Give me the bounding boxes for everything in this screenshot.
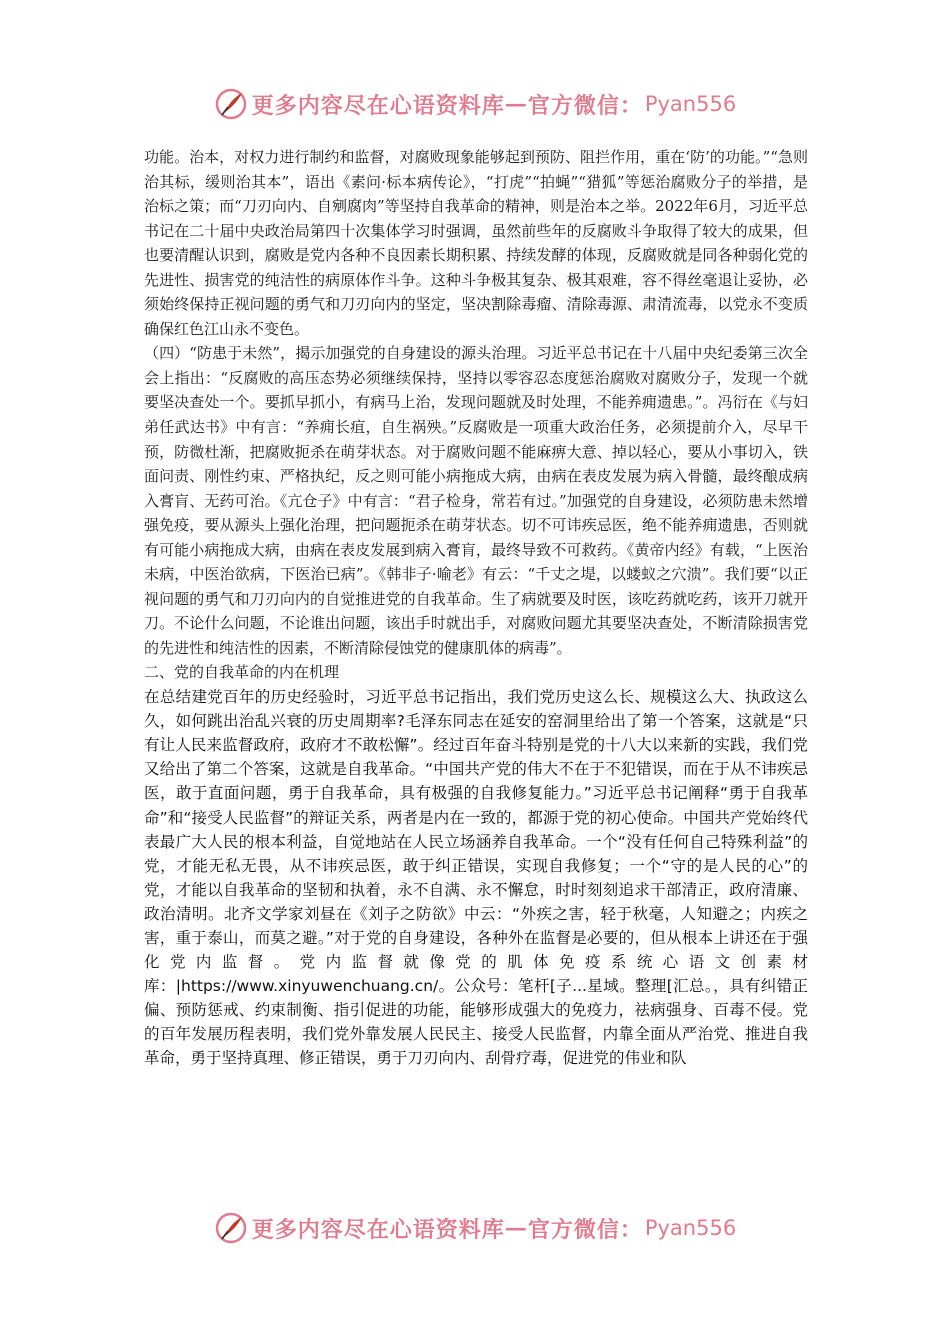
- banner-suffix: 官方微信：: [527, 92, 643, 119]
- section-heading: 二、党的自我革命的内在机理: [144, 663, 340, 682]
- footer-banner-dash: —: [504, 1215, 528, 1241]
- footer-banner-title: 更多内容尽在心语资料库: [251, 1216, 505, 1243]
- paragraph-2: （四）“防患于未然”，揭示加强党的自身建设的源头治理。习近平总书记在十八届中央纪委第三次全会上指出：“反腐败的高压态势必须继续保持，坚持以零容忍态度惩治腐败对腐败分子，发现一个就要坚决查处一个。要抓早抓小，有病马上治，发现问题就及时处理，不能养痈遗患。”。冯衍在《与妇弟任武达书》中有言：“养痈长疽，自生祸殃。”反腐败是一项重大政治任务，必须提前介入，尽早干预，防微杜渐，把腐败扼杀在萌芽状态。对于腐败问题不能麻痹大意、掉以轻心，要从小事切入，铁面问责、刚性约束、严格执纪，反之则可能小病拖成大病，由病在表皮发展为病入骨髓，最终酿成病入膏肓、无药可治。《亢仓子》中有言：“君子检身，常若有过。”加强党的自身建设，必须防患未然增强免疫，要从源头上强化治理，把问题扼杀在萌芽状态。切不可讳疾忌医，绝不能养痈遗患，否则就有可能小病拖成大病，由病在表皮发展到病入膏肓，最终导致不可救药。《黄帝内经》有载，“上医治未病，中医治欲病，下医治已病”。《韩非子·喻老》有云：“千丈之堤，以蝼蚁之穴溃”。我们要“以正视问题的勇气和刀刃向内的自觉推进党的自我革命。生了病就要及时医，该吃药就吃药，该开刀就开刀。不论什么问题，不论谁出问题，该出手时就出手，对腐败问题尤其要坚决查处，不断清除损害党的先进性和纯洁性的因素，不断清除侵蚀党的健康肌体的病毒”。: [144, 344, 808, 657]
- banner-wechat-id: Pyan556: [644, 92, 737, 116]
- header-banner: [0, 84, 950, 124]
- banner-title: 更多内容尽在心语资料库: [251, 92, 505, 119]
- quill-logo-icon: [214, 87, 248, 121]
- paragraph-3: 在总结建党百年的历史经验时，习近平总书记指出，我们党历史这么长、规模这么大、执政这么久，如何跳出治乱兴衰的历史周期率?毛泽东同志在延安的窑洞里给出了第一个答案，这就是“只有让人民来监督政府，政府才不敢松懈”。经过百年奋斗特别是党的十八大以来新的实践，我们党又给出了第二个答案，这就是自我革命。“中国共产党的伟大不在于不犯错误，而在于从不讳疾忌医，敢于直面问题，勇于自我革命，具有极强的自我修复能力。”习近平总书记阐释“勇于自我革命”和“接受人民监督”的辩证关系，两者是内在一致的，都源于党的初心使命。中国共产党始终代表最广大人民的根本利益，自觉地站在人民立场涵养自我革命。一个“没有任何自己特殊利益”的党，才能无私无畏，从不讳疾忌医，敢于纠正错误，实现自我修复；一个“守的是人民的心”的党，才能以自我革命的坚韧和执着，永不自满、永不懈怠，时时刻刻追求干部清正，政府清廉、政治清明。北齐文学家刘昼在《刘子之防欲》中云：“外疾之害，轻于秋毫，人知避之；内疾之害，重于泰山，而莫之避。”对于党的自身建设，各种外在监督是必要的，但从根本上讲还在于强化党内监督。党内监督就像党的肌体免疫系统心语文创素材库：|https://www.xinyuwenchuang.cn/。公众号：笔杆[子...星域。整理[汇总。，具有纠错正偏、预防惩戒、约束制衡、指引促进的功能，能够形成强大的免疫力，祛病强身、百毒不侵。党的百年发展历程表明，我们党外靠发展人民民主、接受人民监督，内靠全面从严治党、推进自我革命，勇于坚持真理、修正错误，勇于刀刃向内、刮骨疗毒，促进党的伟业和队: [144, 688, 808, 1068]
- footer-banner-suffix: 官方微信：: [527, 1216, 643, 1243]
- footer-banner: [0, 1208, 950, 1248]
- quill-logo-icon: [214, 1211, 248, 1245]
- footer-banner-wechat-id: Pyan556: [644, 1216, 737, 1240]
- banner-dash: —: [504, 91, 528, 117]
- document-body: [144, 145, 808, 1071]
- paragraph-1: 功能。治本，对权力进行制约和监督，对腐败现象能够起到预防、阻拦作用，重在‘防’的功能。”“急则治其标，缓则治其本”，语出《素问·标本病传论》，“打虎”“拍蝇”“猎狐”等惩治腐败分子的举措，是治标之策；而“刀刃向内、自剜腐肉”等坚持自我革命的精神，则是治本之举。2022年6月，习近平总书记在二十届中央政治局第四十次集体学习时强调，虽然前些年的反腐败斗争取得了较大的成果，但也要清醒认识到，腐败是党内各种不良因素长期积累、持续发酵的体现，反腐败就是同各种弱化党的先进性、损害党的纯洁性的病原体作斗争。这种斗争极其复杂、极其艰难，容不得丝毫退让妥协，必须始终保持正视问题的勇气和刀刃向内的坚定，坚决割除毒瘤、清除毒源、肃清流毒，以党永不变质确保红色江山永不变色。: [144, 148, 808, 338]
